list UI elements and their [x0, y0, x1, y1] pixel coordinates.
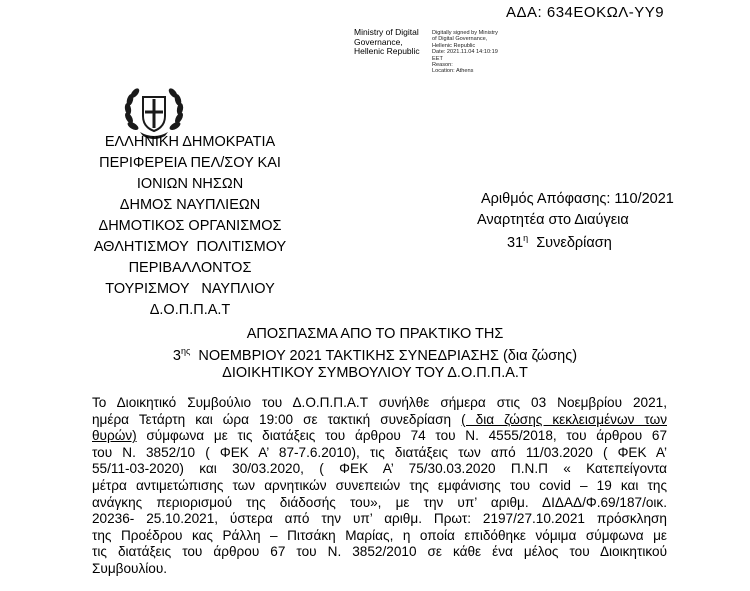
authority-header	[70, 132, 310, 321]
title-line-3: ΔΙΟΙΚΗΤΙΚΟΥ ΣΥΜΒΟΥΛΙΟΥ ΤΟΥ Δ.Ο.Π.Π.Α.Τ	[222, 364, 528, 381]
authority-line: ΙΟΝΙΩΝ ΝΗΣΩΝ	[136, 176, 244, 192]
signature-name-line: Ministry of Digital	[354, 27, 419, 37]
authority-line: ΔΗΜΟΣ ΝΑΥΠΛΙΕΩΝ	[119, 197, 261, 213]
authority-line: ΤΟΥΡΙΣΜΟΥ ΝΑΥΠΛΙΟΥ	[105, 281, 275, 297]
body-paragraph	[92, 395, 667, 578]
signature-detail-line: Location: Athens	[432, 68, 474, 75]
session-number: $31^\eta$ Συνεδρίαση	[507, 233, 612, 251]
signature-detail-line: of Digital Governance,	[432, 36, 488, 43]
title-line-1: ΑΠΟΣΠΑΣΜΑ ΑΠΟ ΤΟ ΠΡΑΚΤΙΚΟ ΤΗΣ	[246, 326, 504, 342]
authority-line: ΠΕΡΙΒΑΛΛΟΝΤΟΣ	[128, 260, 252, 276]
body-line: Το Διοικητικό Συμβούλιο του Δ.Ο.Π.Π.Α.Τ συνήλθε σήμερα στις 03 Νοεμβρίου 2021,	[92, 395, 667, 410]
signature-detail-line: Hellenic Republic	[432, 42, 476, 49]
body-line: τις διατάξεις του άρθρου 67 του Ν. 3852/2010 σε κάθε ένα μέλος του Διοικητικού	[92, 544, 667, 560]
body-line: θυρών) σύμφωνα με τις διατάξεις του άρθρου 74 του Ν. 4555/2018, του άρθρου 67	[92, 428, 667, 444]
body-line: 55/11-03-2020) και 30/03.2020, ( ΦΕΚ Α’ 75/30.03.2020 Π.Ν.Π « Κατεπείγοντα	[92, 461, 667, 477]
body-line: ανάγκης περιορισμού της διάδοσής του», με την υπ’ αριθμ. ΔΙΔΑΔ/Φ.69/187/οικ.	[92, 494, 667, 510]
document-title	[0, 326, 750, 382]
body-line: Συμβουλίου.	[92, 560, 168, 576]
body-line: του Ν. 3852/10 ( ΦΕΚ Α’ 87-7.6.2010), τις διατάξεις των από 11/03.2020 ( ΦΕΚ Α’	[92, 444, 667, 460]
body-line: της Προέδρου κας Ράλλη – Πιτσάκη Μαρίας, η οποία επιδόθηκε νόμιμα σύμφωνα με	[92, 527, 667, 543]
authority-line: ΑΘΛΗΤΙΣΜΟΥ ΠΟΛΙΤΙΣΜΟΥ	[93, 239, 287, 255]
diavgeia-note: Αναρτητέα στο Διαύγεια	[477, 212, 629, 228]
digital-signature-name	[354, 28, 420, 57]
signature-detail-line: Date: 2021.11.04 14:10:19	[432, 49, 498, 56]
digital-signature-details	[432, 30, 498, 75]
body-line: ημέρα Τετάρτη και ώρα 19:00 σε τακτική συνεδρίαση ( δια ζώσης κεκλεισμένων των	[92, 411, 667, 427]
signature-detail-line: Reason:	[432, 62, 453, 69]
decision-number: Αριθμός Απόφασης: 110/2021	[481, 191, 674, 207]
body-line: 20236- 25.10.2021, ύστερα από την υπ’ αριθμ. Πρωτ: 2197/27.10.2021 πρόσκληση	[92, 511, 667, 527]
authority-line: Δ.Ο.Π.Π.Α.Τ	[149, 302, 231, 318]
authority-line: ΕΛΛΗΝΙΚΗ ΔΗΜΟΚΡΑΤΙΑ	[104, 134, 276, 150]
body-line: μέτρα αντιμετώπισης των αρνητικών συνεπειών της εμφάνισης του covid – 19 και της	[92, 477, 667, 493]
signature-name-line: Hellenic Republic	[354, 46, 420, 56]
ada-code: ΑΔΑ: 634ΕΟΚΩΛ-ΥΥ9	[506, 4, 665, 21]
signature-name-line: Governance,	[354, 36, 403, 47]
title-line-2: $3^{\eta\varsigma}$ ΝΟΕΜΒΡΙΟΥ 2021 ΤΑΚΤΙΚΗΣ ΣΥΝΕΔΡΙΑΣΗΣ (δια ζώσης)	[172, 346, 578, 364]
authority-line: ΔΗΜΟΤΙΚΟΣ ΟΡΓΑΝΙΣΜΟΣ	[98, 218, 282, 234]
signature-detail-line: EET	[432, 55, 443, 62]
signature-detail-line: Digitally signed by Ministry	[432, 30, 498, 36]
authority-line: ΠΕΡΙΦΕΡΕΙΑ ΠΕΛ/ΣΟΥ ΚΑΙ	[99, 155, 281, 171]
